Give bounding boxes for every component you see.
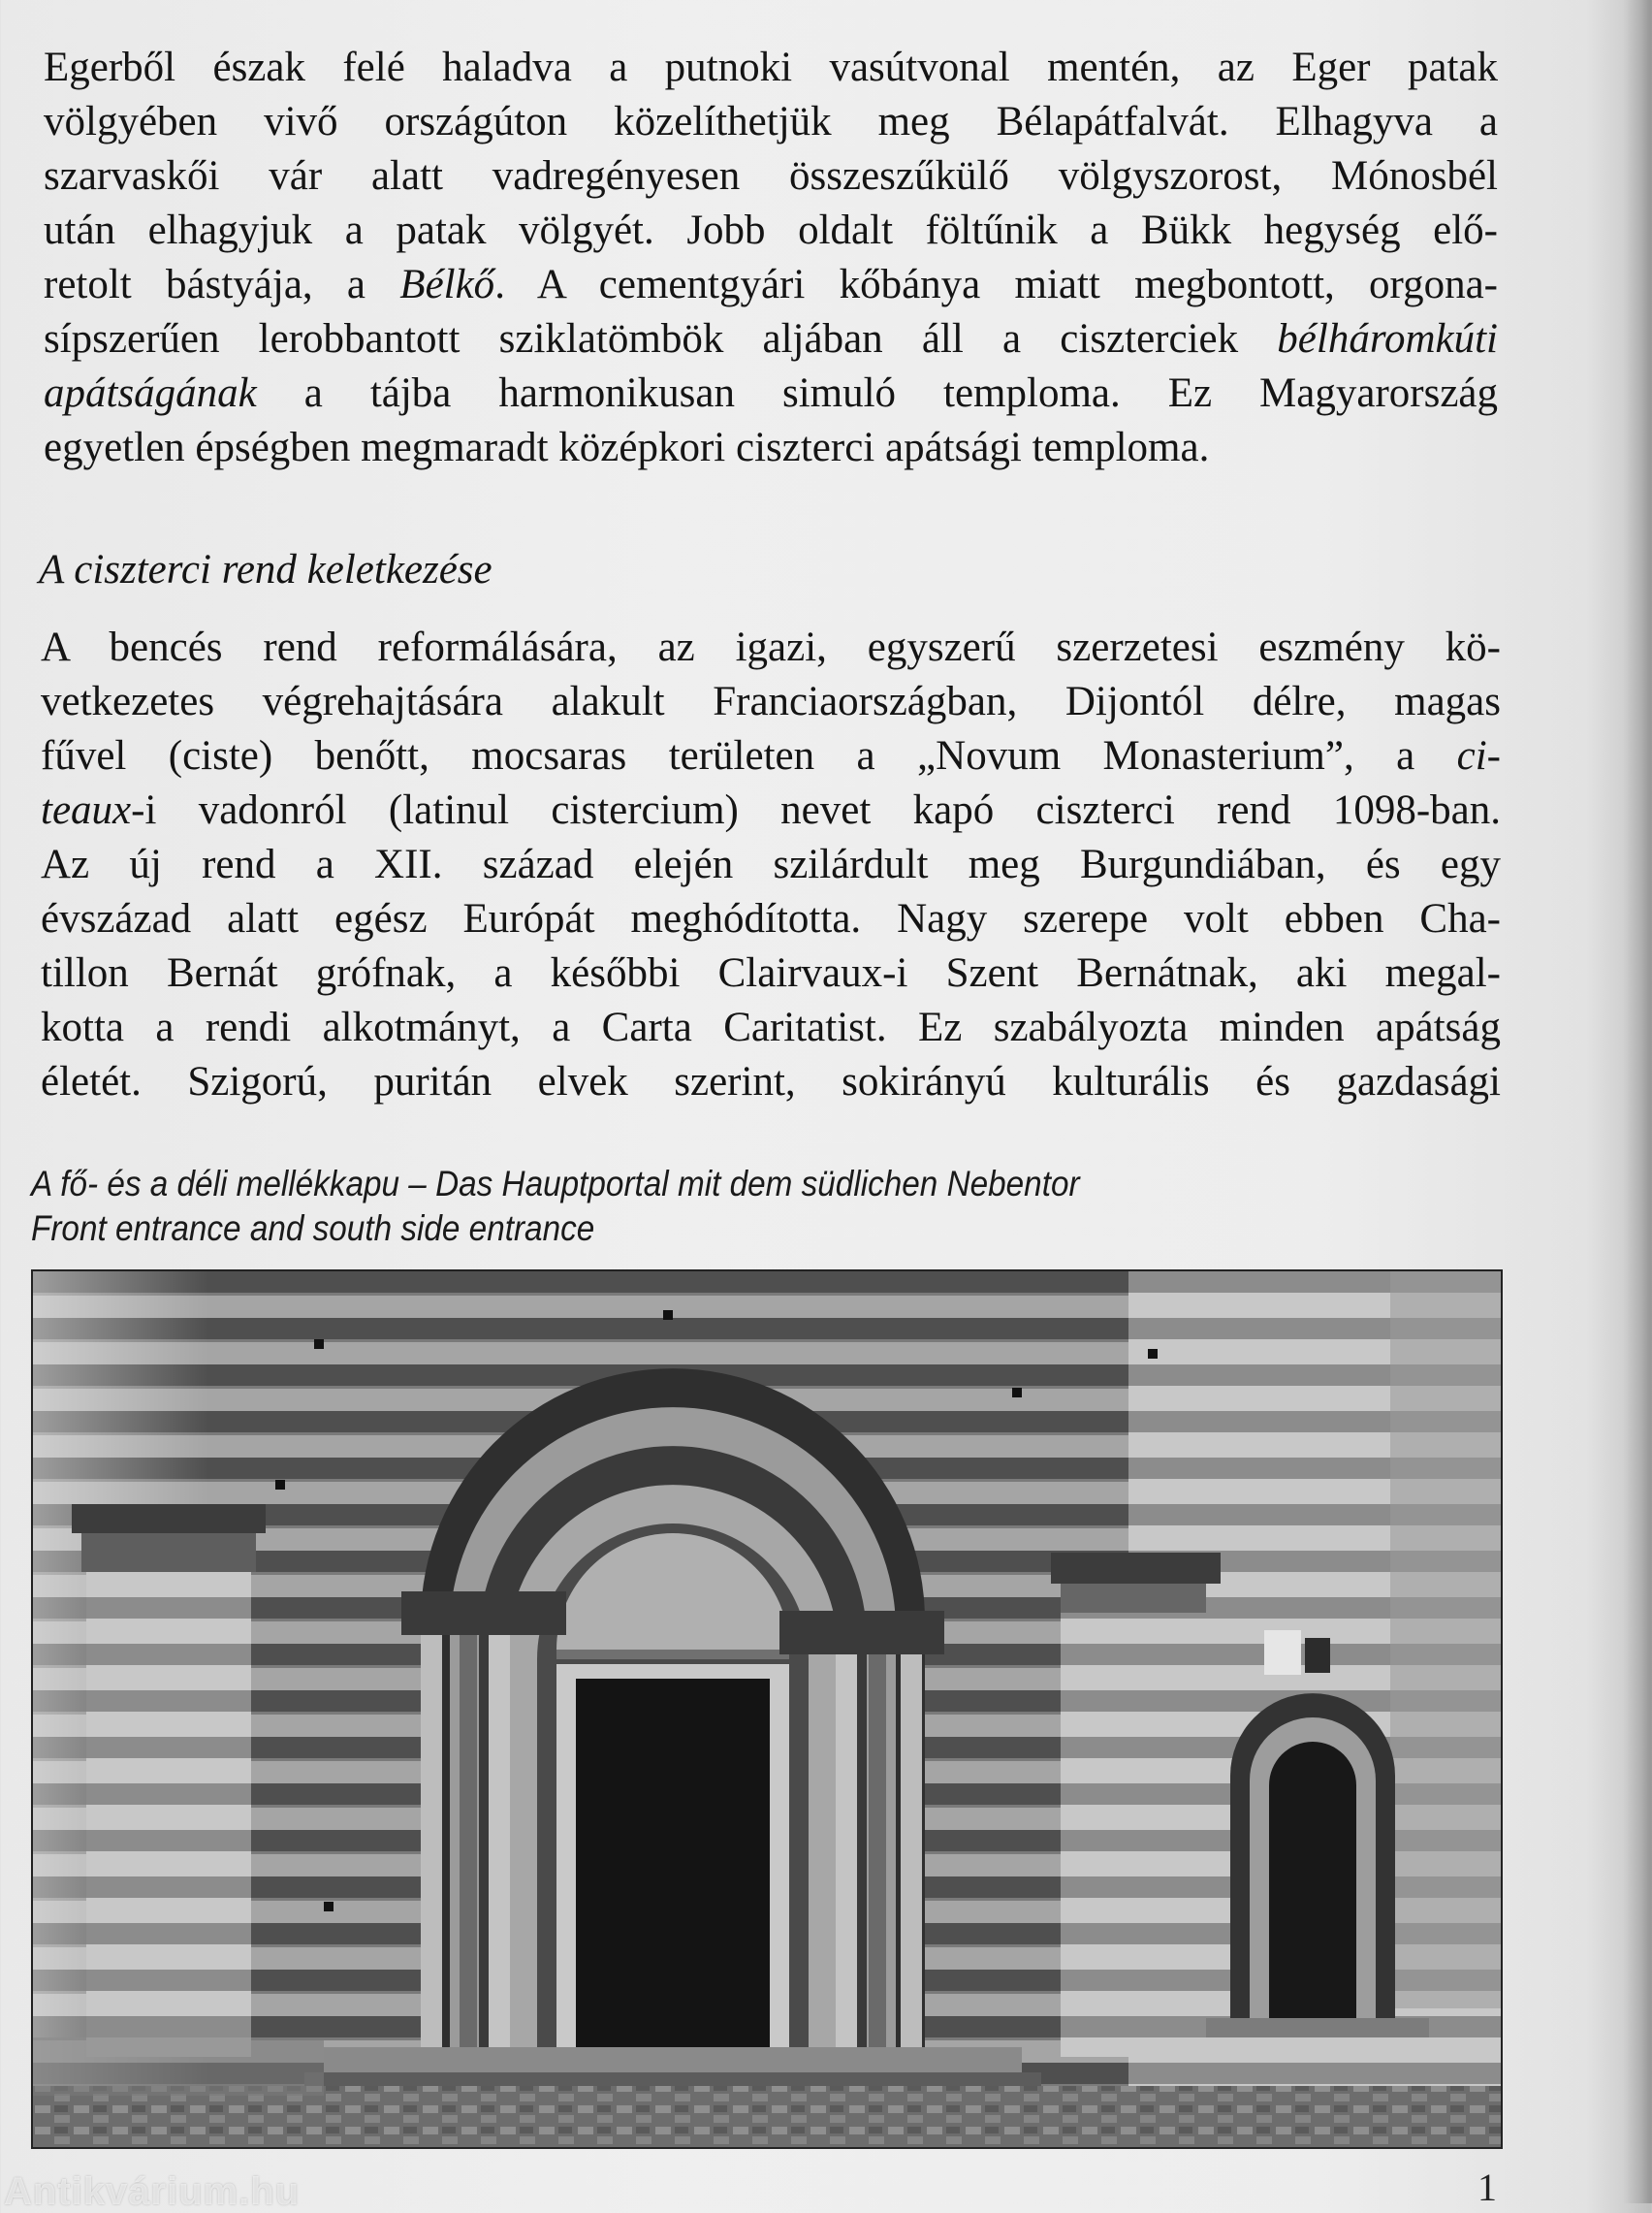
emphasis-apatsaganak: apátságának <box>44 370 257 416</box>
section-paragraph <box>41 621 1501 1109</box>
text-line: életét. Szigorú, puritán elvek szerint, sokirányú kulturális és gazdasági <box>41 1059 1501 1105</box>
watermark: Antikvárium.hu <box>4 2170 301 2213</box>
emphasis-citeaux: ci- <box>1456 733 1501 779</box>
text-line: teaux-i vadonról (latinul cistercium) nevet kapó ciszterci rend 1098-ban. <box>41 787 1501 833</box>
text-line: sípszerűen lerobbantott sziklatömbök aljában áll a ciszterciek bélháromkúti <box>44 316 1498 362</box>
caption-line: Front entrance and south side entrance <box>31 1208 595 1248</box>
text-line: Az új rend a XII. század elején szilárdult meg Burgundiában, és egy <box>41 842 1501 887</box>
text-line: apátságának a tájba harmonikusan simuló temploma. Ez Magyarország <box>44 370 1498 416</box>
emphasis-citeaux: teaux <box>41 787 132 833</box>
page-number: 1 <box>1477 2165 1497 2209</box>
text-line: völgyében vivő országúton közelíthetjük meg Bélapátfalvát. Elhagyva a <box>44 99 1498 144</box>
emphasis-belko: Bélkő <box>399 262 495 307</box>
text-line: retolt bástyája, a Bélkő. A cementgyári kőbánya miatt megbontott, orgona- <box>44 262 1498 307</box>
text-line: tillon Bernát grófnak, a későbbi Clairvaux-i Szent Bernátnak, aki megal- <box>41 950 1501 996</box>
text-line: egyetlen épségben megmaradt középkori ciszterci apátsági temploma. <box>44 425 1210 470</box>
text-line: után elhagyjuk a patak völgyét. Jobb oldalt föltűnik a Bükk hegység elő- <box>44 208 1498 253</box>
page-edge-shadow <box>1623 0 1652 2203</box>
caption-line: A fő- és a déli mellékkapu – Das Hauptportal mit dem südlichen Nebentor <box>31 1164 1080 1203</box>
photo-caption <box>31 1162 1253 1251</box>
section-heading: A ciszterci rend keletkezése <box>39 547 492 593</box>
text-line: fűvel (ciste) benőtt, mocsaras területen a „Novum Monasterium”, a ci- <box>41 733 1501 779</box>
intro-paragraph <box>44 41 1498 475</box>
text-line: vetkezetes végrehajtására alakult Franciaországban, Dijontól délre, magas <box>41 679 1501 724</box>
text-line: A bencés rend reformálására, az igazi, egyszerű szerzetesi eszmény kö- <box>41 625 1501 670</box>
emphasis-belharomkuti: bélháromkúti <box>1277 316 1498 362</box>
text-line: Egerből észak felé haladva a putnoki vasútvonal mentén, az Eger patak <box>44 45 1498 90</box>
text-line: évszázad alatt egész Európát meghódította. Nagy szerepe volt ebben Cha- <box>41 896 1501 942</box>
church-portal-photo <box>31 1269 1503 2149</box>
text-line: szarvaskői vár alatt vadregényesen összeszűkülő völgyszorost, Mónosbél <box>44 153 1498 199</box>
text-line: kotta a rendi alkotmányt, a Carta Caritatist. Ez szabályozta minden apátság <box>41 1005 1501 1050</box>
